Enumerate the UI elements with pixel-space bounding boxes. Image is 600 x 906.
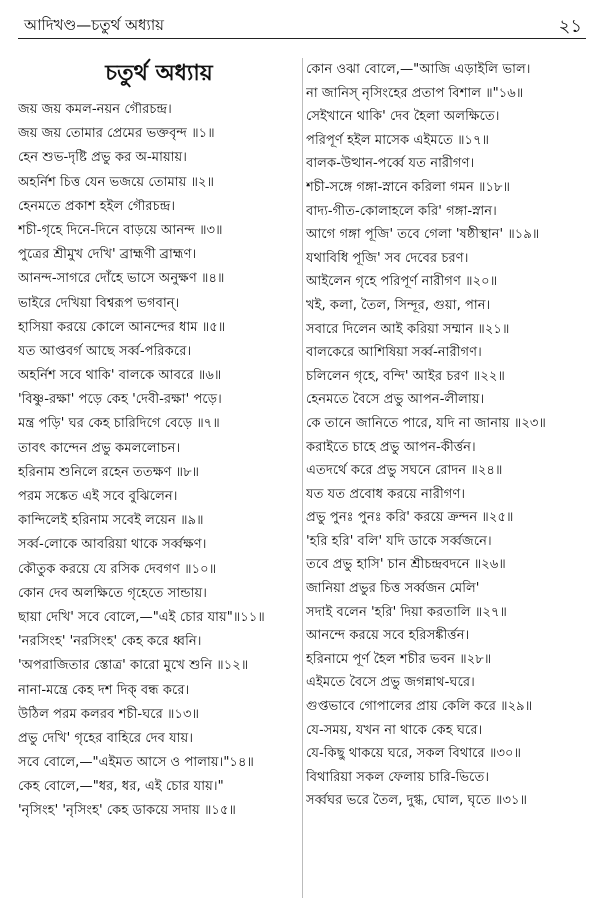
verse-line: কে তানে জানিতে পারে, যদি না জানায় ॥২৩॥ — [306, 415, 546, 431]
page-header — [18, 8, 586, 39]
left-column — [18, 58, 300, 824]
verse-line: না জানিস্ নৃসিংহের প্রতাপ বিশাল ॥"১৬॥ — [306, 85, 524, 101]
verse-line: সবে বোলে,—"এইমত আসে ও পালায়।"১৪॥ — [18, 755, 254, 771]
verse-line: জয় জয় কমল-নয়ন গৌরচন্দ্র। — [18, 102, 172, 117]
verse-line: ভাইরে দেখিয়া বিশ্বরূপ ভগবান্। — [18, 295, 180, 311]
verse-line: আনন্দ-সাগরে দোঁহে ভাসে অনুক্ষণ ॥৪॥ — [18, 271, 225, 287]
right-column — [306, 58, 586, 813]
chapter-title: চতুর্থ অধ্যায় — [105, 61, 213, 86]
verse-line: 'নরসিংহ' 'নরসিংহ' কেহ করে ধ্বনি। — [18, 634, 202, 650]
verse-line: অহর্নিশ চিত্ত যেন ভজয়ে তোমায় ॥২॥ — [18, 174, 215, 190]
verse-line: সর্ব্বঘর ভরে তৈল, দুগ্ধ, ঘোল, ঘৃতে ॥৩১॥ — [306, 793, 528, 809]
verse-line: প্রভু দেখি' গৃহের বাহিরে দেব যায়। — [18, 730, 194, 746]
verse-line: উঠিল পরম কলরব শচী-ঘরে ॥১৩॥ — [18, 706, 200, 722]
verse-line: কেহ বোলে,—"ধর, ধর, এই চোর যায়।" — [18, 779, 224, 795]
verse-line: গুপ্তভাবে গোপালের প্রায় কেলি করে ॥২৯॥ — [306, 699, 533, 715]
verse-line: হাসিয়া করয়ে কোলে আনন্দের ধাম ॥৫॥ — [18, 319, 226, 335]
verse-line: যে-সময়, যখন না থাকে কেহ ঘরে। — [306, 722, 483, 738]
verse-line: এতদর্থে করে প্রভু সঘনে রোদন ॥২৪॥ — [306, 463, 503, 479]
verse-line: কোন দেব অলক্ষিতে গৃহেতে সান্ডায়। — [18, 585, 207, 601]
verse-line: শচী-সঙ্গে গঙ্গা-স্নানে করিলা গমন ॥১৮॥ — [306, 179, 511, 195]
verse-line: 'হরি হরি' বলি' যদি ডাকে সর্ব্বজনে। — [306, 533, 492, 549]
verse-line: 'বিষ্ণু-রক্ষা' পড়ে কেহ 'দেবী-রক্ষা' পড়ে। — [18, 392, 222, 408]
verse-line: যত আপ্তবর্গ আছে সর্ব্ব-পরিকরে। — [18, 343, 192, 359]
verse-line: হেনমতে বৈসে প্রভু আপন-লীলায়। — [306, 392, 485, 408]
verse-line: সদাই বলেন 'হরি' দিয়া করতালি ॥২৭॥ — [306, 604, 507, 620]
verse-columns — [18, 58, 586, 898]
verse-line: হেনমতে প্রকাশ হইল গৌরচন্দ্র। — [18, 198, 176, 214]
verse-line: করাইতে চাহে প্রভু আপন-কীর্ত্তন। — [306, 439, 476, 455]
verse-line: কৌতুক করয়ে যে রসিক দেবগণ ॥১০॥ — [18, 561, 217, 577]
verse-line: শচী-গৃহে দিনে-দিনে বাড়য়ে আনন্দ ॥৩॥ — [18, 222, 223, 238]
verse-line: জয় জয় তোমার প্রেমের ভক্তবৃন্দ ॥১॥ — [18, 126, 215, 142]
verse-line: পুত্রের শ্রীমুখ দেখি' ব্রাহ্মণী ব্রাহ্মণ। — [18, 247, 197, 263]
verse-line: কোন ওঝা বোলে,—"আজি এড়াইলি ভাল। — [306, 62, 531, 77]
verse-line: তবে প্রভু হাসি' চান শ্রীচন্দ্রবদনে ॥২৬॥ — [306, 557, 506, 573]
verse-line: বাদ্য-গীত-কোলাহলে করি' গঙ্গা-স্নান। — [306, 203, 497, 219]
verse-line: জানিয়া প্রভুর চিত্ত সর্ব্বজন মেলি' — [306, 581, 480, 597]
column-divider — [302, 58, 303, 898]
verse-line: আগে গঙ্গা পূজি' তবে গেলা 'ষষ্ঠীস্থান' ॥১৯॥ — [306, 227, 540, 243]
verse-line: বালকেরে আশিষিয়া সর্ব্ব-নারীগণ। — [306, 345, 482, 361]
verse-line: মন্ত্র পড়ি' ঘর কেহ চারিদিগে বেড়ে ॥৭॥ — [18, 416, 220, 432]
verse-line: কান্দিলেই হরিনাম সবেই লয়েন ॥৯॥ — [18, 513, 204, 529]
verse-line: নানা-মন্ত্রে কেহ দশ দিক্ বন্ধ করে। — [18, 682, 190, 698]
verse-line: বিথারিয়া সকল ফেলায় চারি-ভিতে। — [306, 769, 490, 785]
verse-line: পরিপূর্ণ হইল মাসেক এইমতে ॥১৭॥ — [306, 132, 490, 148]
verse-line: চলিলেন গৃহে, বন্দি' আইর চরণ ॥২২॥ — [306, 368, 505, 384]
verse-line: প্রভু পুনঃ পুনঃ করি' করয়ে ক্রন্দন ॥২৫॥ — [306, 510, 514, 526]
verse-line: ছায়া দেখি' সবে বোলে,—"এই চোর যায়"॥১১॥ — [18, 609, 265, 625]
verse-line: 'অপরাজিতার স্তোত্র' কারো মুখে শুনি ॥১২॥ — [18, 658, 249, 674]
running-title: আদিখণ্ড—চতুর্থ অধ্যায় — [24, 16, 165, 34]
verse-line: খই, কলা, তৈল, সিন্দূর, গুয়া, পান। — [306, 297, 491, 313]
verse-line: অহর্নিশ সবে থাকি' বালকে আবরে ॥৬॥ — [18, 368, 222, 384]
verse-line: হেন শুভ-দৃষ্টি প্রভু কর অ-মায়ায়। — [18, 150, 188, 166]
verse-line: বালক-উত্থান-পর্ব্বে যত নারীগণ। — [306, 156, 475, 172]
verse-line: যে-কিছু থাকয়ে ঘরে, সকল বিথারে ॥৩০॥ — [306, 746, 522, 762]
verse-line: আইলেন গৃহে পরিপূর্ণ নারীগণ ॥২০॥ — [306, 274, 498, 290]
verse-line: সবারে দিলেন আই করিয়া সম্মান ॥২১॥ — [306, 321, 510, 337]
verse-line: 'নৃসিংহ' 'নৃসিংহ' কেহ ডাকয়ে সদায় ॥১৫॥ — [18, 803, 236, 819]
verse-line: আনন্দে করয়ে সবে হরিসঙ্কীর্ত্তন। — [306, 628, 470, 644]
verse-line: এইমতে বৈসে প্রভু জগন্নাথ-ঘরে। — [306, 675, 475, 691]
page-number: ২১ — [558, 16, 582, 37]
verse-line: হরিনামে পূর্ণ হৈল শচীর ভবন ॥২৮॥ — [306, 651, 492, 667]
verse-line: সেইখানে থাকি' দেব হৈলা অলক্ষিতে। — [306, 109, 500, 125]
verse-line: যথাবিধি পূজি' সব দেবের চরণ। — [306, 250, 469, 266]
verse-line: পরম সঙ্কেত এই সবে বুঝিলেন। — [18, 489, 178, 504]
verse-line: তাবৎ কান্দেন প্রভু কমললোচন। — [18, 440, 181, 456]
verse-line: হরিনাম শুনিলে রহেন ততক্ষণ ॥৮॥ — [18, 464, 200, 480]
verse-line: যত যত প্রবোধ করয়ে নারীগণ। — [306, 486, 466, 502]
verse-line: সর্ব্ব-লোকে আবরিয়া থাকে সর্ব্বক্ষণ। — [18, 537, 207, 553]
